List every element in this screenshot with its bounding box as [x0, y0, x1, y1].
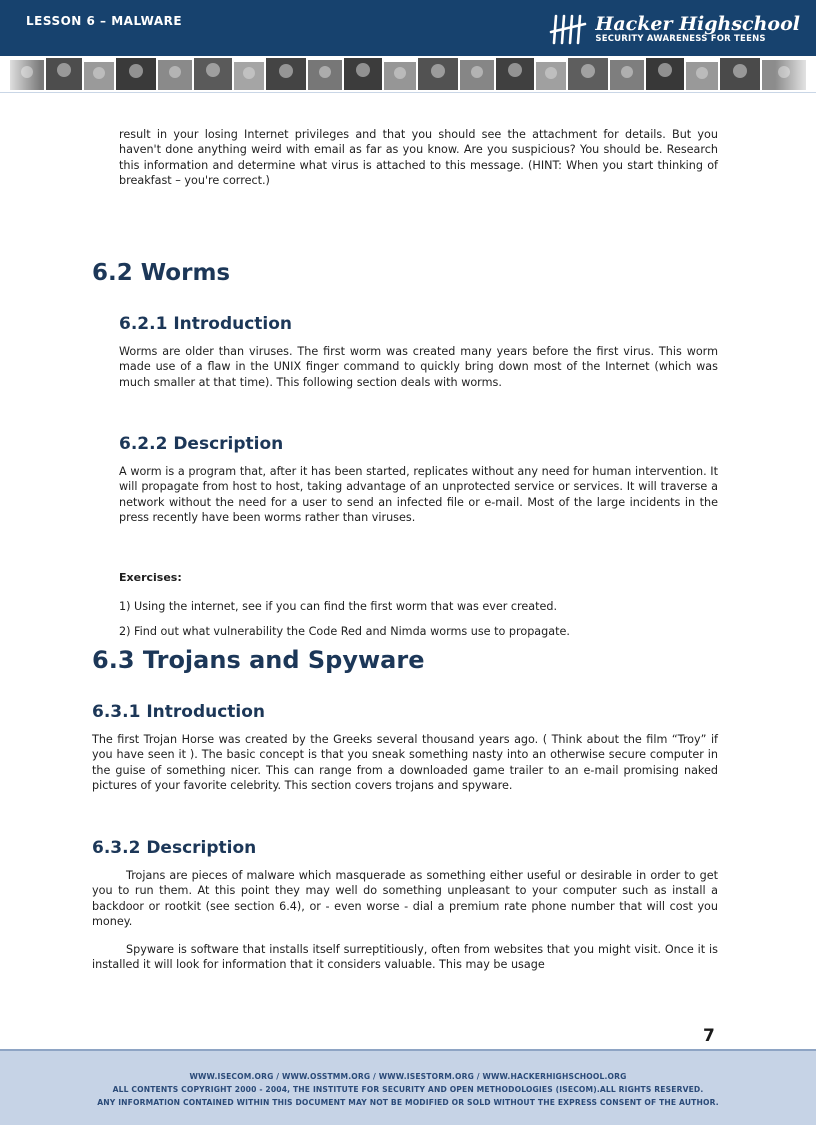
photo-strip — [0, 56, 816, 93]
section-6-2-1-text: Worms are older than viruses. The first worm was created many years before the first virus. This worm made use of a flaw in the UNIX finger command to quickly bring down most of the Internet (which was much smaller at that time). This following section deals with worms. — [119, 345, 718, 389]
intro-paragraph: result in your losing Internet privileges and that you should see the attachment for details. But you haven't done anything weird with email as far as you know. Are you suspicious? You should be. Research this information and determine what virus is attached to this message. (HINT: When you start thinking of breakfast – you're correct.) — [119, 128, 718, 187]
footer-disclaimer: ANY INFORMATION CONTAINED WITHIN THIS DOCUMENT MAY NOT BE MODIFIED OR SOLD WITHOUT THE EXPRESS CONSENT OF THE AUTHOR. — [97, 1098, 719, 1107]
section-6-2-2-title: 6.2.2 Description — [119, 434, 284, 454]
page-header — [0, 0, 816, 56]
section-6-2-2-text: A worm is a program that, after it has been started, replicates without any need for human intervention. It will propagate from host to host, taking advantage of an unprotected service or services. It will traverse a network without the need for a user to send an infected file or e-mail. Most of the large incidents in the press recently have been worms rather than viruses. — [119, 465, 718, 524]
photo-collage-image — [0, 56, 816, 92]
brand-title: Hacker Highschool — [595, 13, 800, 35]
exercises-label: Exercises: — [119, 571, 182, 584]
section-6-3-2-paragraph-1: Trojans are pieces of malware which masquerade as something either useful or desirable in order to get you to run them. At this point they may well do something unpleasant to your computer such as install a backdoor or rootkit (see section 6.4), or - even worse - dial a premium rate phone number that will cost you money. — [92, 869, 718, 928]
section-6-2-1-title: 6.2.1 Introduction — [119, 314, 293, 334]
section-6-2-title: 6.2 Worms — [92, 260, 231, 286]
section-6-3-2-paragraph-2: Spyware is software that installs itself surreptitiously, often from websites that you might visit. Once it is installed it will look for information that it considers valuable. This may be usage — [92, 943, 718, 972]
hhs-logo-icon — [549, 12, 587, 46]
brand-logo — [549, 8, 800, 50]
footer-copyright: ALL CONTENTS COPYRIGHT 2000 - 2004, THE INSTITUTE FOR SECURITY AND OPEN METHODOLOGIES (ISECOM).ALL RIGHTS RESERVED. — [112, 1085, 704, 1094]
section-6-3-title: 6.3 Trojans and Spyware — [92, 646, 425, 674]
exercise-1: 1) Using the internet, see if you can find the first worm that was ever created. — [119, 600, 558, 613]
section-6-3-2-title: 6.3.2 Description — [92, 838, 257, 858]
section-6-3-1-text: The first Trojan Horse was created by the Greeks several thousand years ago. ( Think about the film “Troy” if you have seen it ). The basic concept is that you sneak something nasty into an otherwise secure computer in the guise of something nicer. This can range from a downloaded game trailer to an e-mail promising naked pictures of your favorite celebrity. This section covers trojans and spyware. — [92, 733, 718, 792]
exercise-2: 2) Find out what vulnerability the Code Red and Nimda worms use to propagate. — [119, 625, 570, 638]
page-footer — [0, 1049, 816, 1125]
lesson-title: LESSON 6 – MALWARE — [26, 14, 183, 28]
brand-tagline: SECURITY AWARENESS FOR TEENS — [595, 34, 766, 44]
page-number: 7 — [703, 1026, 715, 1046]
section-6-3-1-title: 6.3.1 Introduction — [92, 702, 266, 722]
footer-links: WWW.ISECOM.ORG / WWW.OSSTMM.ORG / WWW.ISESTORM.ORG / WWW.HACKERHIGHSCHOOL.ORG — [189, 1072, 627, 1081]
